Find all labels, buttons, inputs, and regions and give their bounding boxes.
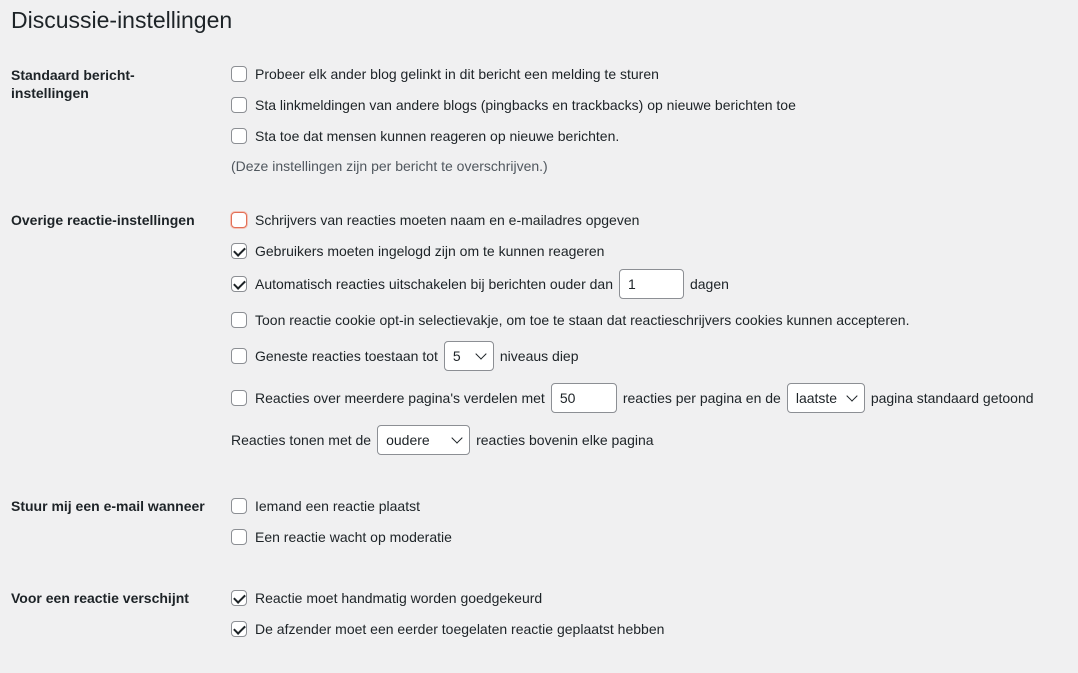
option-paginate[interactable]: [231, 382, 1034, 414]
default-page-value: laatste: [795, 390, 838, 406]
cookie-optin-checkbox[interactable]: [231, 312, 247, 328]
auto-close-unit: dagen: [689, 276, 729, 292]
section-label-standaard: Standaard bericht-instellingen: [11, 67, 135, 101]
previous-approved-checkbox[interactable]: [231, 621, 247, 637]
require-name-email-label: Schrijvers van reacties moeten naam en e-mailadres opgeven: [255, 212, 640, 228]
paginate-label: Reacties over meerdere pagina's verdelen met: [255, 390, 545, 406]
allow-comments-label: Sta toe dat mensen kunnen reageren op nieuwe berichten.: [255, 128, 620, 144]
section-label-overige: Overige reactie-instellingen: [11, 212, 195, 228]
threaded-checkbox[interactable]: [231, 348, 247, 364]
default-page-select[interactable]: [787, 383, 865, 413]
manual-approval-label: Reactie moet handmatig worden goedgekeurd: [255, 590, 543, 606]
standaard-note: (Deze instellingen zijn per bericht te overschrijven.): [231, 158, 548, 174]
section-label-voor: Voor een reactie verschijnt: [11, 590, 189, 606]
allow-pingbacks-label: Sta linkmeldingen van andere blogs (pingbacks en trackbacks) op nieuwe berichten toe: [255, 97, 796, 113]
comment-order-label: Reacties tonen met de: [231, 432, 372, 448]
thread-depth-value: 5: [452, 348, 461, 364]
previous-approved-label: De afzender moet een eerder toegelaten reactie geplaatst hebben: [255, 621, 665, 637]
option-cookie-optin[interactable]: [231, 312, 909, 328]
option-previous-approved[interactable]: [231, 621, 664, 637]
must-login-label: Gebruikers moeten ingelogd zijn om te kunnen reageren: [255, 243, 605, 259]
comment-order-after-label: reacties bovenin elke pagina: [476, 432, 654, 448]
option-auto-close[interactable]: [231, 269, 729, 299]
option-allow-comments[interactable]: [231, 128, 619, 144]
allow-comments-checkbox[interactable]: [231, 128, 247, 144]
comment-order-select[interactable]: [377, 425, 470, 455]
ping-blogs-checkbox[interactable]: [231, 66, 247, 82]
email-on-moderation-checkbox[interactable]: [231, 529, 247, 545]
close-days-input[interactable]: 1: [619, 269, 684, 299]
option-threaded[interactable]: [231, 341, 579, 371]
paginate-checkbox[interactable]: [231, 390, 247, 406]
option-must-login[interactable]: [231, 243, 604, 259]
chevron-down-icon: [846, 390, 857, 401]
manual-approval-checkbox[interactable]: [231, 590, 247, 606]
option-allow-pingbacks[interactable]: [231, 97, 796, 113]
cookie-optin-label: Toon reactie cookie opt-in selectievakje, om toe te staan dat reactieschrijvers cookies kunnen accepteren.: [255, 312, 910, 328]
require-name-email-checkbox[interactable]: [231, 212, 247, 228]
option-email-on-moderation[interactable]: [231, 529, 452, 545]
paginate-after-label: pagina standaard getoond: [870, 390, 1034, 406]
ping-blogs-label: Probeer elk ander blog gelinkt in dit bericht een melding te sturen: [255, 66, 659, 82]
email-on-moderation-label: Een reactie wacht op moderatie: [255, 529, 452, 545]
per-page-input[interactable]: 50: [551, 383, 617, 413]
email-on-comment-label: Iemand een reactie plaatst: [255, 498, 420, 514]
page-title: Discussie-instellingen: [11, 7, 233, 33]
chevron-down-icon: [475, 348, 486, 359]
paginate-middle-label: reacties per pagina en de: [622, 390, 781, 406]
allow-pingbacks-checkbox[interactable]: [231, 97, 247, 113]
must-login-checkbox[interactable]: [231, 243, 247, 259]
option-email-on-comment[interactable]: [231, 498, 420, 514]
comment-order-value: oudere: [386, 432, 430, 448]
section-label-email: Stuur mij een e-mail wanneer: [11, 498, 205, 514]
threaded-unit: niveaus diep: [499, 348, 579, 364]
threaded-label: Geneste reacties toestaan tot: [255, 348, 438, 364]
option-ping-blogs[interactable]: [231, 66, 659, 82]
thread-depth-select[interactable]: [444, 341, 494, 371]
auto-close-label: Automatisch reacties uitschakelen bij berichten ouder dan: [255, 276, 613, 292]
option-require-name-email[interactable]: [231, 212, 639, 228]
option-comment-order: [231, 425, 654, 455]
email-on-comment-checkbox[interactable]: [231, 498, 247, 514]
auto-close-checkbox[interactable]: [231, 276, 247, 292]
option-manual-approval[interactable]: [231, 590, 542, 606]
chevron-down-icon: [451, 432, 462, 443]
